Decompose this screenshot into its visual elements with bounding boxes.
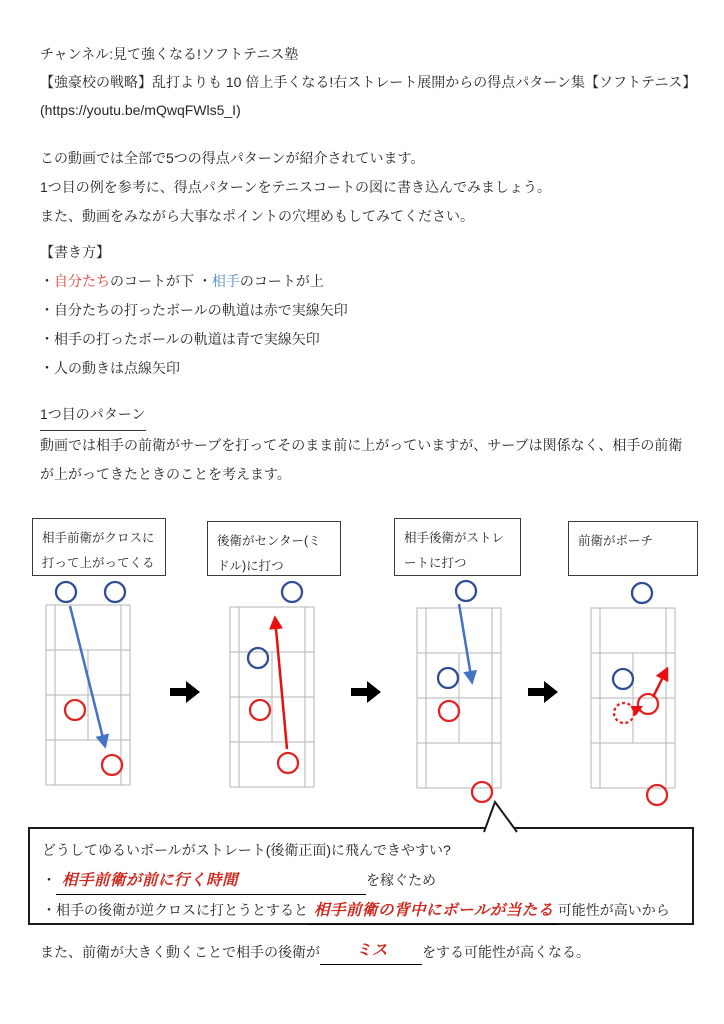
opponent-player-marker	[456, 581, 476, 601]
howto-bullet-red-arrow: ・自分たちの打ったボールの軌道は赤で実線矢印	[40, 302, 348, 318]
self-word: 自分たち	[54, 273, 110, 289]
court-diagram-1	[32, 575, 142, 805]
video-title: 【強豪校の戦略】乱打よりも 10 倍上手くなる!右ストレート展開からの得点パターン集【ソフトテニス】(https://youtu.be/mQwqFWls5_I)	[40, 74, 690, 118]
pattern-section	[40, 400, 695, 489]
self-player-marker	[250, 700, 270, 720]
step-label-box-3: 相手後衛がストレートに打つ	[394, 518, 521, 576]
fill-in-blank-3	[320, 938, 422, 965]
bubble-answer-line-2: ・相手の後衛が逆クロスに打とうとすると 相手前衛の背中にボールが当たる 可能性が高いから	[42, 895, 680, 925]
self-player-marker	[472, 782, 492, 802]
opponent-player-marker	[248, 648, 268, 668]
bubble-question: どうしてゆるいボールがストレート(後衛正面)に飛んできやすい?	[42, 842, 451, 858]
howto-heading: 【書き方】	[40, 244, 110, 260]
self-ball-arrow	[653, 669, 667, 697]
step-label-box-2: 後衛がセンター(ミドル)に打つ	[207, 521, 341, 576]
speech-bubble	[28, 827, 694, 925]
opponent-player-marker	[282, 582, 302, 602]
header-block	[40, 40, 690, 124]
pattern-heading: 1つ目のパターン	[40, 400, 146, 431]
fill-in-blank-2	[308, 898, 558, 925]
opponent-player-marker	[438, 668, 458, 688]
howto-section	[40, 238, 690, 383]
howto-bullet-courts: ・自分たちのコートが下 ・相手のコートが上	[40, 273, 324, 289]
opponent-player-marker	[56, 582, 76, 602]
self-ball-arrow	[275, 618, 287, 749]
howto-bullet-blue-arrow: ・相手の打ったボールの軌道は青で実線矢印	[40, 331, 320, 347]
next-step-arrow-icon	[526, 678, 560, 706]
handwritten-answer-1: 相手前衛が前に行く時間	[62, 872, 239, 889]
court-diagram-4	[577, 578, 687, 808]
self-player-marker	[439, 701, 459, 721]
self-player-marker	[278, 753, 298, 773]
step-label-box-1: 相手前衛がクロスに打って上がってくる	[32, 518, 166, 576]
channel-line: チャンネル:見て強くなる!ソフトテニス塾	[40, 46, 299, 62]
handwritten-answer-3: ミス	[355, 942, 388, 959]
intro-paragraph	[40, 144, 690, 231]
self-player-marker	[65, 700, 85, 720]
opponent-player-marker	[632, 583, 652, 603]
closing-line: また、前衛が大きく動くことで相手の後衛が ミス をする可能性が高くなる。	[40, 938, 700, 965]
self-player-marker	[102, 755, 122, 775]
opponent-player-marker	[105, 582, 125, 602]
opponent-word: 相手	[211, 273, 240, 289]
court-diagram-3	[403, 578, 513, 808]
intro-line-2: 1つ目の例を参考に、得点パターンをテニスコートの図に書き込んでみましょう。	[40, 179, 551, 195]
step-label-box-4: 前衛がポーチ	[568, 521, 698, 576]
opponent-ball-arrow	[459, 604, 472, 682]
next-step-arrow-icon	[349, 678, 383, 706]
bubble-answer-line-1: ・ 相手前衛が前に行く時間 を稼ぐため	[42, 865, 680, 895]
self-player-marker	[638, 694, 658, 714]
speech-bubble-tail	[478, 800, 522, 833]
fill-in-blank-1	[56, 868, 366, 895]
howto-bullet-dotted-arrow: ・人の動きは点線矢印	[40, 360, 180, 376]
court-diagram-2	[216, 577, 326, 807]
opponent-player-marker	[613, 669, 633, 689]
next-step-arrow-icon	[168, 678, 202, 706]
pattern-body: 動画では相手の前衛がサーブを打ってそのまま前に上がっていますが、サーブは関係なく、相手の前衛が上がってきたときのことを考えます。	[40, 437, 683, 482]
intro-line-3: また、動画をみながら大事なポイントの穴埋めもしてみてください。	[40, 208, 474, 224]
self-player-marker	[614, 703, 634, 723]
intro-line-1: この動画では全部で5つの得点パターンが紹介されています。	[40, 150, 425, 166]
handwritten-answer-2: 相手前衛の背中にボールが当たる	[314, 902, 554, 919]
